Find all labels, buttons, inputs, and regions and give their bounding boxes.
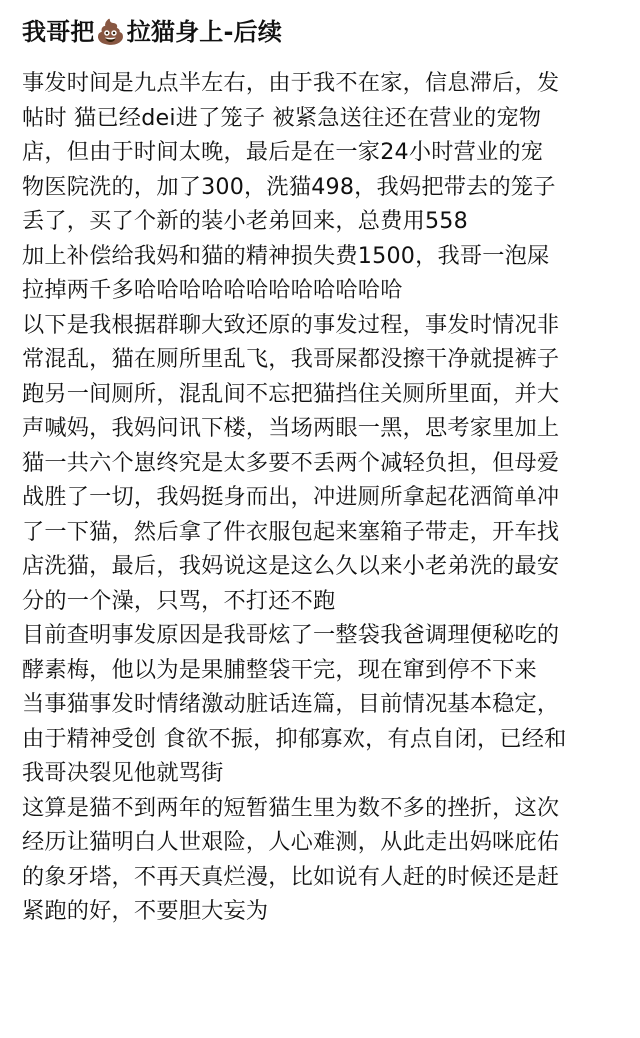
text-line: 店，但由于时间太晚，最后是在一家24小时营业的宠 bbox=[22, 139, 544, 165]
text-line: 帖时 猫已经dei进了笼子 被紧急送往还在营业的宠物 bbox=[22, 104, 542, 131]
text-line: 紧跑的好，不要胆大妄为 bbox=[22, 898, 269, 924]
paragraph-cause bbox=[22, 618, 620, 687]
paragraph-compensation bbox=[22, 239, 620, 308]
text-line: 当事猫事发时情绪激动脏话连篇，目前情况基本稳定， bbox=[22, 691, 560, 717]
post-title-suffix: 拉猫身上-后续 bbox=[126, 18, 283, 46]
text-line: 目前查明事发原因是我哥炫了一整袋我爸调理便秘吃的 bbox=[22, 622, 560, 648]
text-line: 加上补偿给我妈和猫的精神损失费1500，我哥一泡屎 bbox=[22, 242, 550, 269]
text-line: 我哥决裂见他就骂街 bbox=[22, 760, 224, 786]
text-line: 分的一个澡，只骂，不打还不跑 bbox=[22, 587, 336, 614]
text-line: 酵素梅，他以为是果脯整袋干完，现在窜到停不下来 bbox=[22, 656, 537, 683]
text-line: 由于精神受创 食欲不振，抑郁寡欢，有点自闭，已经和 bbox=[22, 725, 567, 752]
text-line: 经历让猫明白人世艰险，人心难测，从此走出妈咪庇佑 bbox=[22, 829, 560, 855]
text-line: 以下是我根据群聊大致还原的事发过程，事发时情况非 bbox=[22, 311, 560, 338]
text-line: 拉掉两千多哈哈哈哈哈哈哈哈哈哈哈哈 bbox=[22, 277, 403, 303]
text-line: 常混乱，猫在厕所里乱飞，我哥屎都没擦干净就提裤子 bbox=[22, 346, 560, 372]
paragraph-incident-summary bbox=[22, 66, 620, 239]
paragraph-conclusion bbox=[22, 791, 620, 929]
text-line: 了一下猫，然后拿了件衣服包起来塞箱子带走，开车找 bbox=[22, 518, 560, 545]
text-line: 战胜了一切，我妈挺身而出，冲进厕所拿起花洒简单冲 bbox=[22, 484, 560, 510]
text-line: 事发时间是九点半左右，由于我不在家，信息滞后，发 bbox=[22, 70, 560, 96]
post-title bbox=[22, 16, 620, 48]
poop-emoji-icon: 💩 bbox=[95, 18, 126, 46]
text-line: 这算是猫不到两年的短暂猫生里为数不多的挫折，这次 bbox=[22, 794, 560, 821]
paragraph-event-process bbox=[22, 308, 620, 619]
text-line: 物医院洗的，加了300，洗猫498，我妈把带去的笼子 bbox=[22, 173, 556, 200]
post-title-prefix: 我哥把 bbox=[22, 18, 95, 46]
paragraph-cat-status bbox=[22, 687, 620, 791]
text-line: 丢了，买了个新的装小老弟回来，总费用558 bbox=[22, 208, 468, 234]
text-line: 声喊妈，我妈问讯下楼，当场两眼一黑，思考家里加上 bbox=[22, 415, 560, 441]
text-line: 跑另一间厕所，混乱间不忘把猫挡住关厕所里面，并大 bbox=[22, 380, 560, 407]
text-line: 的象牙塔，不再天真烂漫，比如说有人赶的时候还是赶 bbox=[22, 863, 560, 890]
text-line: 猫一共六个崽终究是太多要不丢两个减轻负担，但母爱 bbox=[22, 449, 560, 476]
text-line: 店洗猫，最后，我妈说这是这么久以来小老弟洗的最安 bbox=[22, 553, 560, 579]
post-body bbox=[22, 66, 620, 929]
